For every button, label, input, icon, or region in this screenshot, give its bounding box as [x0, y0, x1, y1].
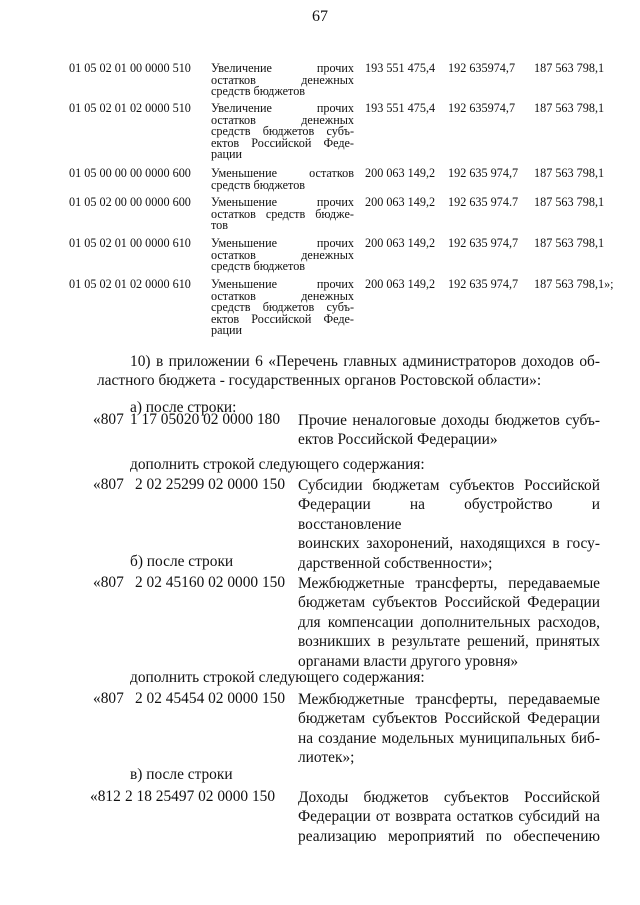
row-name-line: остатков денежных	[211, 247, 354, 262]
row-name-line: рации	[211, 323, 243, 337]
entry-revenue-code: 2 18 25497 02 0000 150	[125, 788, 276, 805]
entry-description-line: на создание модельных муниципальных биб-	[298, 729, 600, 747]
entry-description	[298, 476, 600, 573]
row-name-line: тов	[211, 218, 229, 232]
row-name-line: остатков денежных	[211, 288, 354, 303]
entry-admin-code: «807	[93, 690, 124, 707]
row-value-v1: 200 063 149,2	[365, 236, 436, 250]
row-value-v3: 187 563 798,1	[534, 101, 605, 115]
row-value-v2: 192 635974,7	[448, 61, 516, 75]
entry-description-line: Федерации от возврата остатков субсидий на	[298, 808, 600, 826]
row-value-v2: 192 635 974,7	[448, 166, 519, 180]
row-name-line: остатков средств бюджe-	[211, 206, 354, 221]
subheading-a: а) после строки:	[130, 399, 237, 416]
entry-description-line: бюджетам субъектов Российской Федерации	[298, 594, 600, 612]
page-number: 67	[312, 8, 328, 25]
row-name-line: остатков денежных	[211, 112, 354, 127]
row-code: 01 05 02 01 00 0000 510	[69, 61, 191, 75]
row-name-line: средств бюджетов	[211, 259, 306, 273]
entry-admin-code: «812	[90, 788, 121, 805]
entry-admin-code: «807	[93, 411, 124, 428]
add-line-1: дополнить строкой следующего содержания:	[130, 456, 425, 473]
row-value-v2: 192 635 974,7	[448, 277, 519, 291]
entry-revenue-code: 2 02 45454 02 0000 150	[135, 690, 286, 707]
row-value-v3: 187 563 798,1	[534, 236, 605, 250]
row-name-line: Уменьшение прочих	[211, 277, 354, 291]
row-value-v3: 187 563 798,1	[534, 195, 605, 209]
row-name	[211, 168, 354, 191]
entry-revenue-code: 1 17 05020 02 0000 180	[130, 411, 281, 428]
row-name-line: средств бюджетов	[211, 84, 306, 98]
subheading-b: б) после строки	[130, 553, 234, 570]
entry-description-line: Межбюджетные трансферты, передаваемые	[298, 691, 600, 708]
row-name-line: ектов Российской Феде-	[211, 311, 354, 326]
entry-description-line: бюджетам субъектов Российской Федерации	[298, 710, 600, 728]
row-name-line: ектов Российской Феде-	[211, 135, 354, 150]
entry-description-line: реализацию мероприятий по обеспечению	[298, 827, 600, 845]
entry-revenue-code: 2 02 45160 02 0000 150	[135, 574, 286, 591]
row-value-v2: 192 635 974,7	[448, 236, 519, 250]
row-value-v2: 192 635 974.7	[448, 195, 519, 209]
row-name-line: Увеличение прочих	[211, 61, 354, 75]
row-name-line: средств бюджетов субъ-	[211, 300, 354, 314]
row-name	[211, 279, 354, 337]
paragraph-10-line2: ластного бюджета - государственных органов Ростовской области»:	[97, 372, 542, 389]
row-name-line: средств бюджетов субъ-	[211, 124, 354, 138]
row-name-line: Уменьшение прочих	[211, 195, 354, 209]
row-code: 01 05 02 01 02 0000 610	[69, 277, 191, 291]
row-value-v3: 187 563 798,1»;	[534, 277, 614, 291]
row-name	[211, 197, 354, 232]
entry-description-line: Прочие неналоговые доходы бюджетов субъ-	[298, 412, 600, 429]
entry-description	[298, 574, 600, 671]
entry-admin-code: «807	[93, 476, 124, 493]
row-value-v2: 192 635974,7	[448, 101, 516, 115]
add-line-2: дополнить строкой следующего содержания:	[130, 669, 425, 686]
row-code: 01 05 00 00 00 0000 600	[69, 166, 191, 180]
row-name-line: остатков денежных	[211, 72, 354, 87]
entry-description	[298, 788, 600, 846]
row-code: 01 05 02 01 02 0000 510	[69, 101, 191, 115]
subheading-v: в) после строки	[130, 766, 233, 783]
row-value-v1: 200 063 149,2	[365, 195, 436, 209]
row-name	[211, 63, 354, 98]
row-value-v1: 200 063 149,2	[365, 277, 436, 291]
row-name	[211, 103, 354, 161]
entry-description	[298, 411, 600, 450]
row-value-v1: 200 063 149,2	[365, 166, 436, 180]
row-value-v3: 187 563 798,1	[534, 166, 605, 180]
entry-description-line: дарственной собственности»;	[298, 554, 493, 572]
entry-description-line: ектов Российской Федерации»	[298, 431, 498, 449]
entry-description	[298, 690, 600, 768]
row-code: 01 05 02 00 00 0000 600	[69, 195, 191, 209]
entry-description-line: возникших в результате решений, принятых	[298, 633, 600, 651]
row-value-v1: 193 551 475,4	[365, 101, 436, 115]
row-value-v3: 187 563 798,1	[534, 61, 605, 75]
row-name-line: Увеличение прочих	[211, 101, 354, 115]
entry-description-line: Межбюджетные трансферты, передаваемые	[298, 575, 600, 592]
entry-description-line: Субсидии бюджетам субъектов Российской	[298, 477, 600, 494]
entry-description-line: органами власти другого уровня»	[298, 652, 519, 670]
entry-admin-code: «807	[93, 574, 124, 591]
row-name-line: рации	[211, 147, 243, 161]
entry-description-line: воинских захоронений, находящихся в госу-	[298, 535, 600, 553]
entry-description-line: для компенсации дополнительных расходов,	[298, 613, 600, 631]
entry-description-line: лиотек»;	[298, 749, 355, 767]
row-name	[211, 238, 354, 273]
entry-revenue-code: 2 02 25299 02 0000 150	[135, 476, 286, 493]
row-value-v1: 193 551 475,4	[365, 61, 436, 75]
entry-description-line: Федерации на обустройство и восстановление	[298, 496, 600, 533]
entry-description-line: Доходы бюджетов субъектов Российской	[298, 789, 600, 806]
paragraph-10-line1: 10) в приложении 6 «Перечень главных администраторов доходов об-	[130, 353, 600, 370]
row-name-line: средств бюджетов	[211, 177, 306, 192]
row-name-line: Уменьшение прочих	[211, 236, 354, 250]
row-code: 01 05 02 01 00 0000 610	[69, 236, 191, 250]
row-name-line: Уменьшение остатков	[211, 166, 354, 180]
